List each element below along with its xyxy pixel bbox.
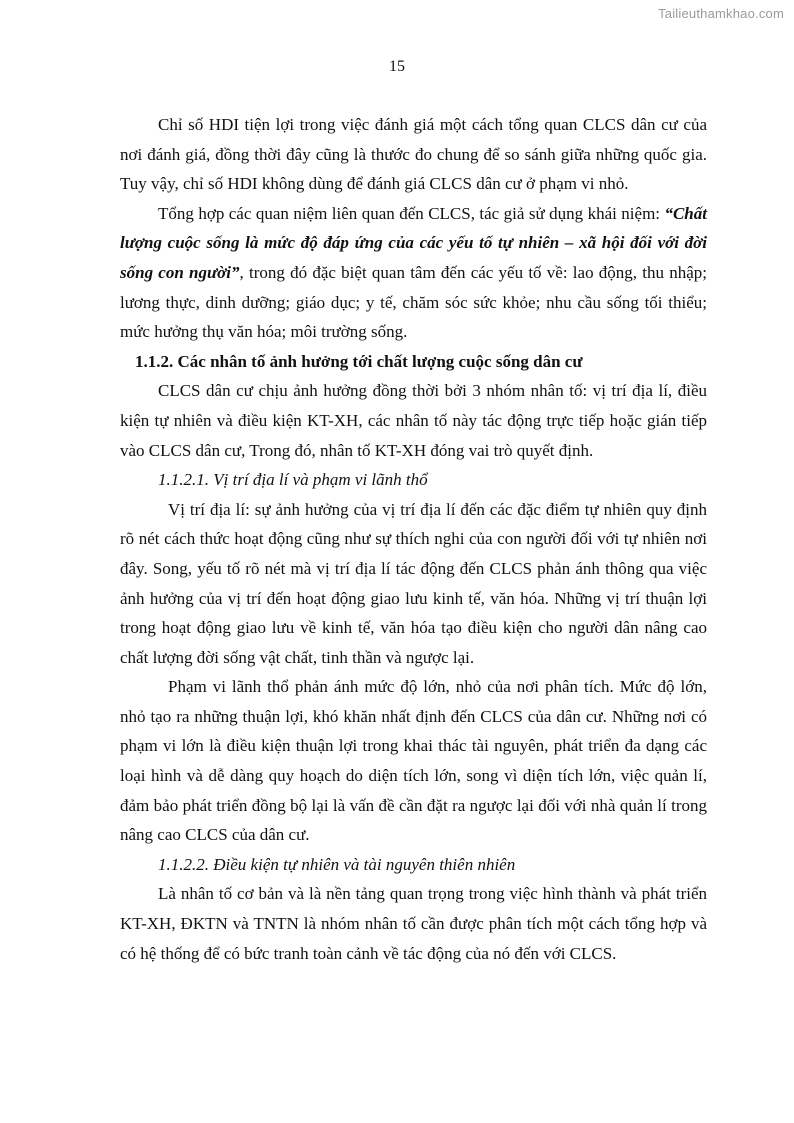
definition-lead: Tổng hợp các quan niệm liên quan đến CLCS, tác giả sử dụng khái niệm: [158,203,665,223]
paragraph-territory: Phạm vi lãnh thổ phản ánh mức độ lớn, nhỏ của nơi phân tích. Mức độ lớn, nhỏ tạo ra những thuận lợi, khó khăn nhất định đến CLCS của dân cư. Những nơi có phạm vi lớn là điều kiện thuận lợi trong khai thác tài nguyên, phát triển đa dạng các loại hình và dễ dàng quy hoạch do diện tích lớn, song vì diện tích lớn, việc quản lí, đảm bảo phát triển đồng bộ lại là vấn đề cần đặt ra ngược lại đối với nhà quản lí trong nâng cao CLCS của dân cư. [120,677,707,845]
definition-quote: “Chất lượng cuộc sống là mức độ đáp ứng của các yếu tố tự nhiên – xã hội đối với đời sống con người” [120,203,707,282]
document-body [120,110,707,968]
paragraph-hdi: Chỉ số HDI tiện lợi trong việc đánh giá một cách tổng quan CLCS dân cư của nơi đánh giá, đồng thời đây cũng là thước đo chung để so sánh giữa những quốc gia. Tuy vậy, chỉ số HDI không dùng để đánh giá CLCS dân cư ở phạm vi nhỏ. [120,115,707,194]
watermark: Tailieuthamkhao.com [658,6,784,21]
page-number: 15 [389,58,405,75]
subsection-heading-1-1-2-1: 1.1.2.1. Vị trí địa lí và phạm vi lãnh thổ [158,470,428,490]
section-heading-1-1-2: 1.1.2. Các nhân tố ảnh hưởng tới chất lượng cuộc sống dân cư [135,351,583,371]
definition-rest: , trong đó đặc biệt quan tâm đến các yếu tố về: lao động, thu nhập; lương thực, dinh dưỡng; giáo dục; y tế, chăm sóc sức khỏe; nhu cầu sống tối thiểu; mức hưởng thụ văn hóa; môi trường sống. [120,262,708,342]
paragraph-location: Vị trí địa lí: sự ảnh hưởng của vị trí địa lí đến các đặc điểm tự nhiên quy định rõ nét cách thức hoạt động cũng như sự thích nghi của con người đối với tự nhiên nơi đây. Song, yếu tố rõ nét mà vị trí địa lí tác động đến CLCS phản ánh thông qua việc ảnh hưởng của vị trí đến hoạt động giao lưu kinh tế, văn hóa. Những vị trí thuận lợi trong hoạt động giao lưu về kinh tế, văn hóa tạo điều kiện cho người dân nâng cao chất lượng đời sống vật chất, tinh thần và ngược lại. [120,499,707,667]
paragraph-definition [120,199,707,347]
paragraph-natural-conditions: Là nhân tố cơ bản và là nền tảng quan trọng trong việc hình thành và phát triển KT-XH, ĐKTN và TNTN là nhóm nhân tố cần được phân tích một cách tổng hợp và có hệ thống để có bức tranh toàn cảnh về tác động của nó đến với CLCS. [120,884,707,963]
paragraph-factors: CLCS dân cư chịu ảnh hưởng đồng thời bởi 3 nhóm nhân tố: vị trí địa lí, điều kiện tự nhiên và điều kiện KT-XH, các nhân tố này tác động trực tiếp hoặc gián tiếp vào CLCS dân cư, Trong đó, nhân tố KT-XH đóng vai trò quyết định. [120,381,707,460]
subsection-heading-1-1-2-2: 1.1.2.2. Điều kiện tự nhiên và tài nguyên thiên nhiên [158,854,516,874]
